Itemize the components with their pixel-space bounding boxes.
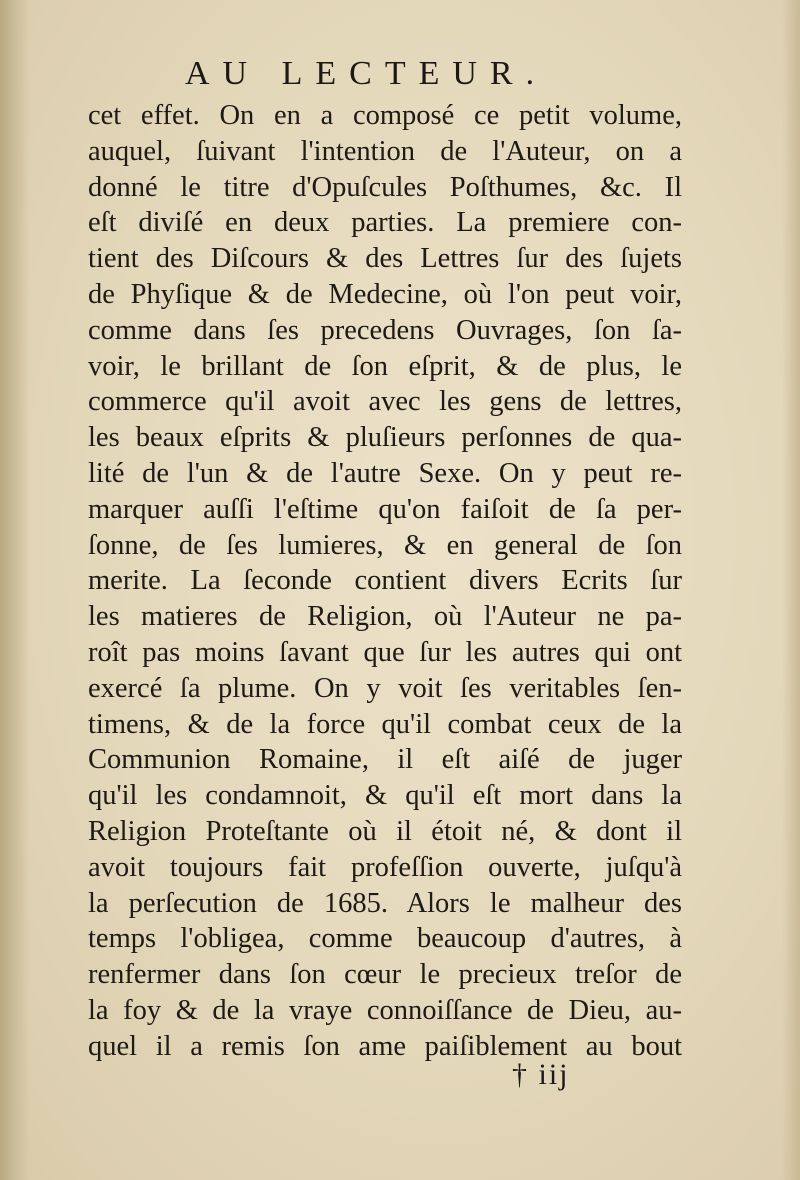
signature-mark: † iij — [512, 1058, 570, 1091]
text-line: de Phyſique & de Medecine, où l'on peut voir, — [88, 278, 682, 310]
text-line: les matieres de Religion, où l'Auteur ne pa- — [88, 601, 682, 633]
text-line: renfermer dans ſon cœur le precieux treſor de — [88, 959, 682, 991]
text-line: les beaux eſprits & pluſieurs perſonnes de qua- — [88, 422, 682, 454]
text-line: temps l'obligea, comme beaucoup d'autres, à — [88, 923, 682, 955]
text-line: timens, & de la force qu'il combat ceux de la — [88, 708, 682, 740]
text-line: roît pas moins ſavant que ſur les autres qui ont — [88, 636, 682, 668]
text-line: merite. La ſeconde contient divers Ecrits ſur — [88, 565, 682, 597]
text-line: comme dans ſes precedens Ouvrages, ſon ſa- — [88, 314, 682, 346]
text-line: auquel, ſuivant l'intention de l'Auteur, on a — [88, 135, 682, 167]
text-line: tient des Diſcours & des Lettres ſur des ſujets — [88, 243, 682, 275]
text-line: exercé ſa plume. On y voit ſes veritables ſen- — [88, 672, 682, 704]
text-line: eſt diviſé en deux parties. La premiere con- — [88, 207, 682, 239]
text-line: commerce qu'il avoit avec les gens de lettres, — [88, 386, 682, 418]
text-line: donné le titre d'Opuſcules Poſthumes, &c. Il — [88, 171, 682, 203]
page-edge-shadow — [782, 0, 800, 1180]
text-line: la perſecution de 1685. Alors le malheur des — [88, 887, 682, 919]
text-line: ſonne, de ſes lumieres, & en general de ſon — [88, 529, 682, 561]
body-text — [88, 98, 682, 1065]
running-head: AU LECTEUR. — [185, 55, 548, 92]
text-line: voir, le brillant de ſon eſprit, & de plus, le — [88, 350, 682, 382]
text-line: Religion Proteſtante où il étoit né, & dont il — [88, 815, 682, 847]
text-line: quel il a remis ſon ame paiſiblement au bout — [88, 1030, 682, 1062]
text-line: Communion Romaine, il eſt aiſé de juger — [88, 744, 682, 776]
text-line: la foy & de la vraye connoiſſance de Dieu, au- — [88, 994, 682, 1026]
text-line: lité de l'un & de l'autre Sexe. On y peut re- — [88, 457, 682, 489]
text-line: marquer auſſi l'eſtime qu'on faiſoit de ſa per- — [88, 493, 682, 525]
page-gutter-shadow — [0, 0, 30, 1180]
text-line: avoit toujours fait profeſſion ouverte, juſqu'à — [88, 851, 682, 883]
text-line: cet effet. On en a composé ce petit volume, — [88, 100, 682, 131]
text-line: qu'il les condamnoit, & qu'il eſt mort dans la — [88, 780, 682, 812]
